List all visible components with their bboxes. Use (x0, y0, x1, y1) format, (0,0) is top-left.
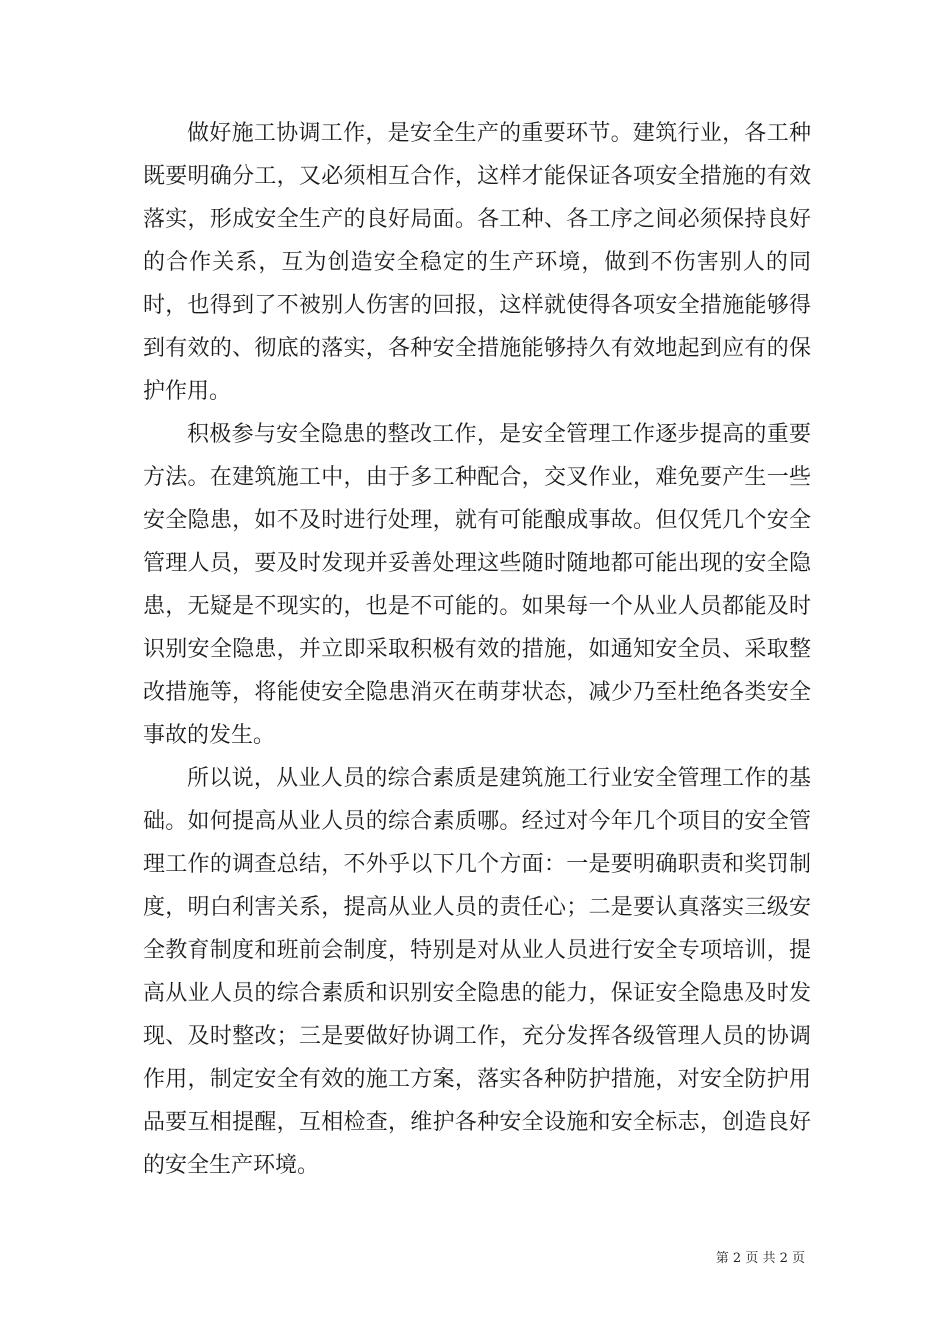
page-number-footer: 第 2 页 共 2 页 (715, 1251, 805, 1266)
paragraph-hazard-rectification: 积极参与安全隐患的整改工作，是安全管理工作逐步提高的重要方法。在建筑施工中，由于多工种配合，交叉作业，难免要产生一些安全隐患，如不及时进行处理，就有可能酿成事故。但仅凭几个安全管理人员，要及时发现并妥善处理这些随时随地都可能出现的安全隐患，无疑是不现实的，也是不可能的。如果每一个从业人员都能及时识别安全隐患，并立即采取积极有效的措施，如通知安全员、采取整改措施等，将能使安全隐患消灭在萌芽状态，减少乃至杜绝各类安全事故的发生。 (143, 422, 811, 748)
paragraph-conclusion: 所以说，从业人员的综合素质是建筑施工行业安全管理工作的基础。如何提高从业人员的综合素质哪。经过对今年几个项目的安全管理工作的调查总结，不外乎以下几个方面：一是要明确职责和奖罚制度，明白利害关系，提高从业人员的责任心；二是要认真落实三级安全教育制度和班前会制度，特别是对从业人员进行安全专项培训，提高从业人员的综合素质和识别安全隐患的能力，保证安全隐患及时发现、及时整改；三是要做好协调工作，充分发挥各级管理人员的协调作用，制定安全有效的施工方案，落实各种防护措施，对安全防护用品要互相提醒，互相检查，维护各种安全设施和安全标志，创造良好的安全生产环境。 (143, 766, 811, 1178)
document-body (143, 112, 811, 1187)
paragraph-coordination: 做好施工协调工作，是安全生产的重要环节。建筑行业，各工种既要明确分工，又必须相互合作，这样才能保证各项安全措施的有效落实，形成安全生产的良好局面。各工种、各工序之间必须保持良好的合作关系，互为创造安全稳定的生产环境，做到不伤害别人的同时，也得到了不被别人伤害的回报，这样就使得各项安全措施能够得到有效的、彻底的落实，各种安全措施能够持久有效地起到应有的保护作用。 (143, 121, 811, 404)
